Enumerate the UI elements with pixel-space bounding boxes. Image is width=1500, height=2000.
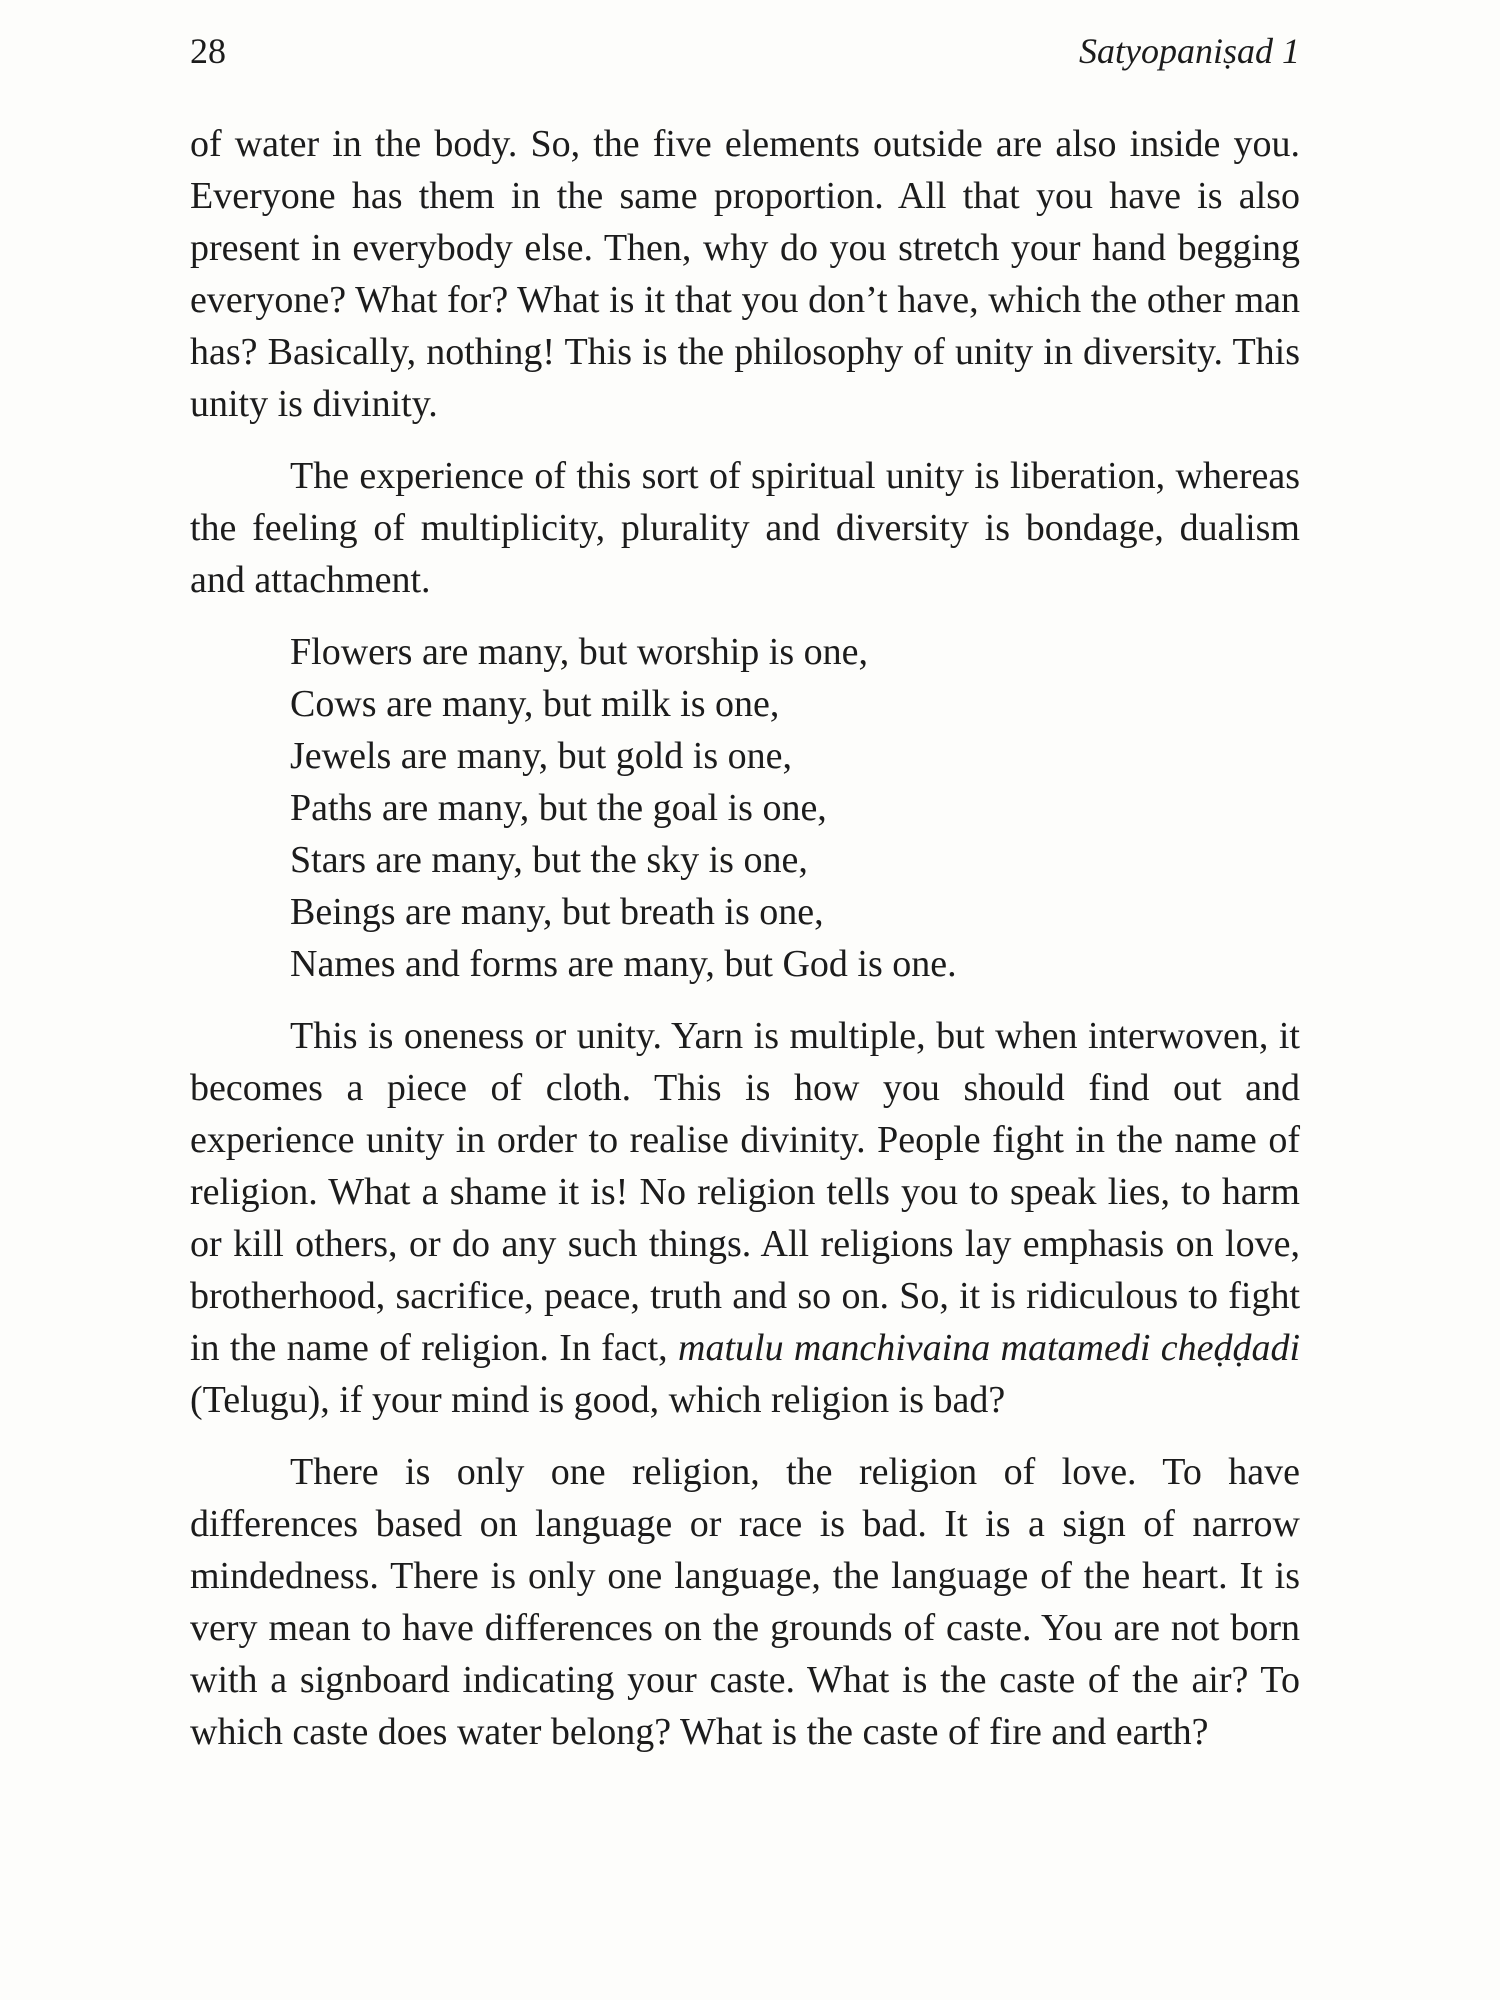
verse-line: Jewels are many, but gold is one, xyxy=(290,735,792,777)
verse-line: Cows are many, but milk is one, xyxy=(290,683,780,725)
telugu-phrase: matulu manchivaina matamedi cheḍḍadi xyxy=(678,1327,1300,1369)
paragraph-3-text-after: (Telugu), if your mind is good, which religion is bad? xyxy=(190,1379,1006,1421)
verse-line: Beings are many, but breath is one, xyxy=(290,891,824,933)
page-number: 28 xyxy=(190,31,226,71)
paragraph-3-text-before: This is oneness or unity. Yarn is multiple, but when interwoven, it becomes a piece of cloth. This is how you should find out and experience unity in order to realise divinity. People fight in the name of religion. What a shame it is! No religion tells you to speak lies, to harm or kill others, or do any such things. All religions lay emphasis on love, brotherhood, sacrifice, peace, truth and so on. So, it is ridiculous to fight in the name of religion. In fact, xyxy=(190,1015,1300,1369)
page-header xyxy=(190,30,1300,80)
verse-line: Paths are many, but the goal is one, xyxy=(290,787,827,829)
verse-line: Names and forms are many, but God is one. xyxy=(290,943,957,985)
running-title: Satyopaniṣad 1 xyxy=(1079,31,1300,71)
paragraph-2: The experience of this sort of spiritual unity is liberation, whereas the feeling of multiplicity, plurality and diversity is bondage, dualism and attachment. xyxy=(190,455,1300,601)
verse-line: Stars are many, but the sky is one, xyxy=(290,839,808,881)
verse-line: Flowers are many, but worship is one, xyxy=(290,631,868,673)
body-text xyxy=(190,118,1300,1758)
verse-block xyxy=(190,626,1300,990)
paragraph-4: There is only one religion, the religion of love. To have differences based on language or race is bad. It is a sign of narrow mindedness. There is only one language, the language of the heart. It is very mean to have differences on the grounds of caste. You are not born with a signboard indicating your caste. What is the caste of the air? To which caste does water belong? What is the caste of fire and earth? xyxy=(190,1451,1300,1753)
paragraph-1: of water in the body. So, the five elements outside are also inside you. Everyone has them in the same proportion. All that you have is also present in everybody else. Then, why do you stretch your hand begging everyone? What for? What is it that you don’t have, which the other man has? Basically, nothing! This is the philosophy of unity in diversity. This unity is divinity. xyxy=(190,123,1300,425)
paragraph-3 xyxy=(190,1010,1300,1426)
